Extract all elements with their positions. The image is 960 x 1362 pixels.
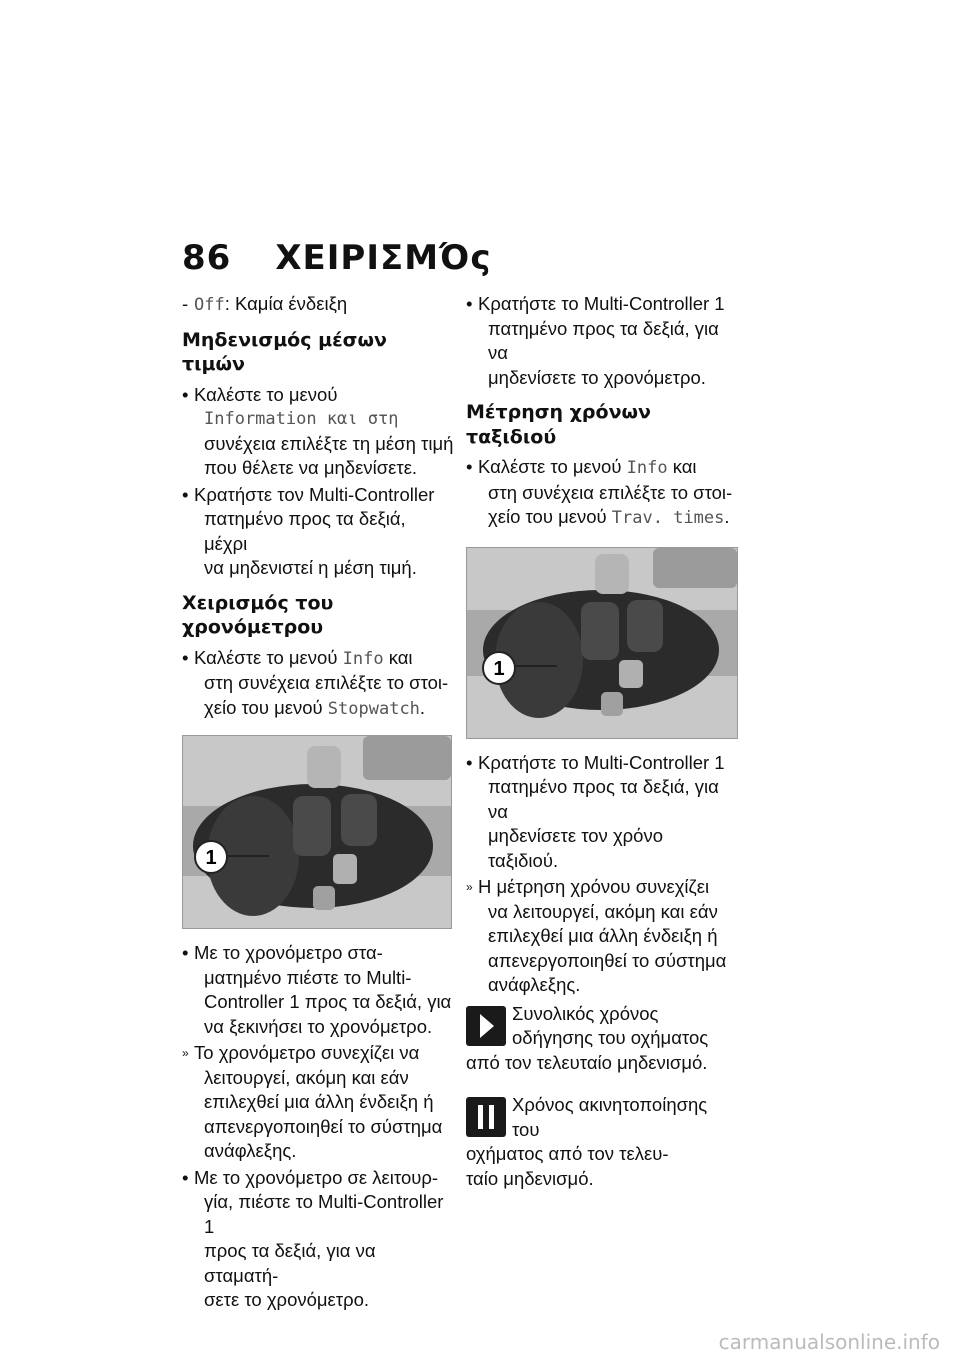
list-item: • Κρατήστε το Multi-Controller 1 πατημένο προς τα δεξιά, για να μηδενίσετε τον χρόνο ταξιδιού. xyxy=(466,751,725,871)
section-heading-reset-averages: Μηδενισμός μέσων τιμών xyxy=(182,328,387,375)
list-item: • Κρατήστε τον Multi-Controller πατημένο προς τα δεξιά, μέχρι να μηδενιστεί η μέση τιμή. xyxy=(182,483,435,578)
result-item: » Η μέτρηση χρόνου συνεχίζει να λειτουργεί, ακόμη και εάν επιλεχθεί μια άλλη ένδειξη ή απενεργοποιηθεί το σύστημα ανάφλεξης. xyxy=(466,876,727,995)
figure-callout-1: 1 xyxy=(205,847,217,869)
list-item: • Με το χρονόμετρο σε λειτουρ- γία, πιέστε το Multi-Controller 1 προς τα δεξιά, για να σταματή- σετε το χρονόμετρο. xyxy=(182,1166,444,1310)
note-total-travel-time: Συνολικός χρόνος οδήγησης του οχήματος από τον τελευταίο μηδενισμό. xyxy=(466,1002,709,1073)
handlebar-controller-image xyxy=(182,735,452,929)
code-off: Off xyxy=(194,295,225,315)
page-header xyxy=(182,238,491,278)
play-icon xyxy=(466,1006,506,1046)
pause-icon xyxy=(466,1097,506,1137)
section-heading-trip-times: Μέτρηση χρόνων ταξιδιού xyxy=(466,401,651,448)
list-item: • Καλέστε το μενού Info και στη συνέχεια επιλέξτε το στοι- χείο του μενού Stopwatch. xyxy=(182,646,449,719)
watermark: carmanualsonline.info xyxy=(718,1330,940,1354)
list-item: • Κρατήστε το Multi-Controller 1 πατημένο προς τα δεξιά, για να μηδενίσετε το χρονόμετρο. xyxy=(466,293,725,388)
intro-item: - Off: Καμία ένδειξη xyxy=(182,293,348,315)
page-title: ΧΕΙΡΙΣΜΌς xyxy=(275,238,492,278)
list-item: • Καλέστε το μενού Info και στη συνέχεια επιλέξτε το στοι- χείο του μενού Trav. times. xyxy=(466,456,733,528)
section-heading-stopwatch: Χειρισμός του χρονόμετρου xyxy=(182,591,334,638)
right-column xyxy=(466,292,738,1191)
list-item: • Με το χρονόμετρο στα- ματημένο πιέστε το Multi- Controller 1 προς τα δεξιά, για να ξεκινήσει το χρονόμετρο. xyxy=(182,942,452,1037)
figure-callout-1: 1 xyxy=(493,657,505,680)
result-item: » Το χρονόμετρο συνεχίζει να λειτουργεί, ακόμη και εάν επιλεχθεί μια άλλη ένδειξη ή απενεργοποιηθεί το σύστημα ανάφλεξης. xyxy=(182,1042,443,1161)
list-item: • Καλέστε το μενού Information και στη συνέχεια επιλέξτε τη μέση τιμή που θέλετε να μηδενίσετε. xyxy=(182,383,454,478)
left-column xyxy=(182,292,454,1315)
page-number: 86 xyxy=(182,238,232,278)
handlebar-controller-image xyxy=(466,547,738,739)
note-idle-time: Χρόνος ακινητοποίησης του οχήματος από τον τελευ- ταίο μηδενισμό. xyxy=(466,1094,708,1189)
